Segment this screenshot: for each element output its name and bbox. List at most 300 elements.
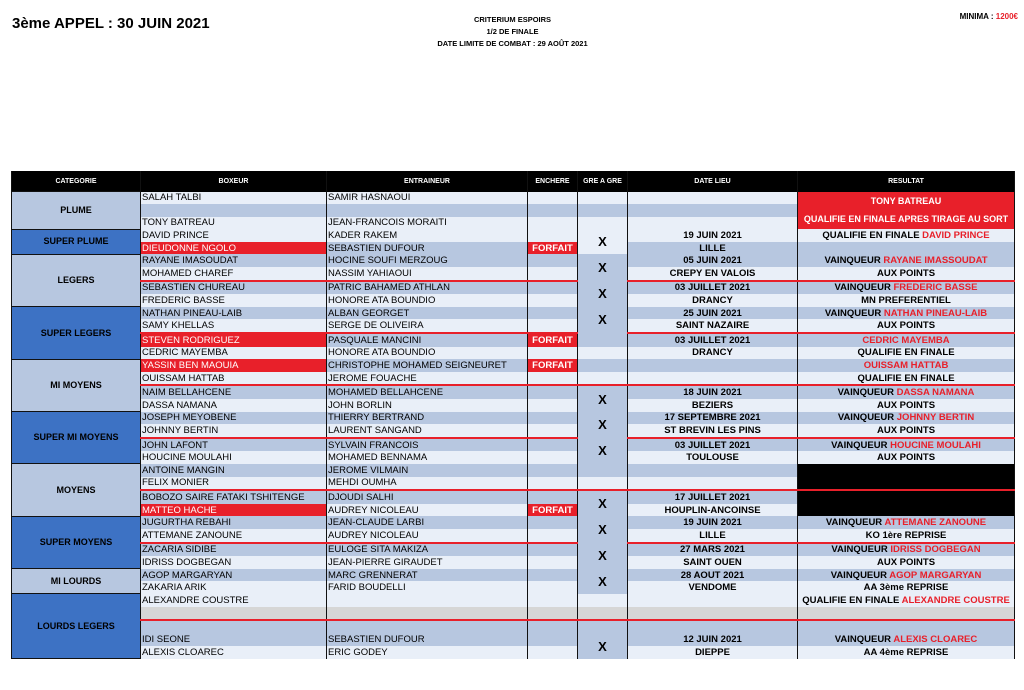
col-date-lieu: DATE LIEU [628,171,798,192]
winner-name: ATTEMANE ZANOUNE [884,517,987,529]
enchere-cell [528,634,578,647]
result-cell [798,556,1015,569]
result-cell [798,581,1015,594]
col-resultat: RESULTAT [798,171,1015,192]
result-cell [798,267,1015,281]
table-row [12,385,1015,399]
result-line: TONY BATREAU [870,196,942,207]
winner-name: HOUCINE MOULAHI [890,439,981,451]
result-cell [798,490,1015,504]
date-lieu-cell: VENDOME [628,581,798,594]
gre-a-gre-cell [578,333,628,347]
boxeur-cell: BOBOZO SAIRE FATAKI TSHITENGE [141,490,327,504]
winner-name: DAVID PRINCE [922,230,990,242]
result-cell [798,359,1015,372]
boxeur-cell: MATTEO HACHE [141,504,327,517]
entraineur-cell: JEAN-CLAUDE LARBI [327,516,528,529]
entraineur-cell: CHRISTOPHE MOHAMED SEIGNEURET [327,359,528,372]
entraineur-cell: HONORE ATA BOUNDIO [327,347,528,360]
result-cell [798,319,1015,333]
enchere-cell [528,192,578,205]
category-cell: LOURDS LEGERS [12,594,141,659]
result-text: AA 4ème REPRISE [863,647,949,659]
table-header [12,171,1015,192]
result-text: VAINQUEUR [825,517,885,529]
boxeur-cell: STEVEN RODRIGUEZ [141,333,327,347]
date-lieu-cell [628,359,798,372]
gre-a-gre-cell: X [578,438,628,464]
boxeur-cell [141,607,327,621]
date-lieu-cell: SAINT OUEN [628,556,798,569]
enchere-cell [528,594,578,607]
enchere-cell [528,516,578,529]
enchere-cell [528,529,578,543]
date-lieu-cell: DRANCY [628,347,798,360]
entraineur-cell: KADER RAKEM [327,229,528,242]
category-cell: SUPER LEGERS [12,307,141,359]
date-lieu-cell [628,594,798,607]
enchere-cell [528,607,578,621]
table-row [12,543,1015,557]
boxeur-cell: AGOP MARGARYAN [141,569,327,582]
table-row [12,254,1015,267]
date-lieu-cell: 27 MARS 2021 [628,543,798,557]
date-lieu-cell [628,192,798,205]
result-cell [798,620,1015,634]
gre-a-gre-cell: X [578,385,628,411]
enchere-cell [528,569,578,582]
winner-name: ALEXANDRE COUSTRE [901,594,1010,606]
entraineur-cell: ALBAN GEORGET [327,307,528,320]
gre-a-gre-cell: X [578,516,628,542]
table-row [12,319,1015,333]
result-cell [798,464,1015,477]
date-lieu-cell: 18 JUIN 2021 [628,385,798,399]
result-text: VAINQUEUR [831,439,891,451]
gre-a-gre-cell [578,607,628,621]
table-row [12,504,1015,517]
result-text: QUALIFIE EN FINALE [857,347,955,359]
entraineur-cell [327,204,528,217]
table-row [12,646,1015,659]
date-lieu-cell: 19 JUIN 2021 [628,229,798,242]
gre-a-gre-cell: X [578,281,628,307]
result-text: QUALIFIE EN FINALE [802,594,902,606]
gre-a-gre-cell: X [578,412,628,438]
table-row [12,424,1015,438]
boxeur-cell: SEBASTIEN CHUREAU [141,281,327,295]
entraineur-cell: MEHDI OUMHA [327,477,528,491]
minima-value: 1200€ [995,12,1018,21]
table-row [12,281,1015,295]
enchere-cell: FORFAIT [528,242,578,255]
table-row [12,294,1015,307]
enchere-cell [528,620,578,634]
result-text: VAINQUEUR [834,634,894,646]
result-text: VAINQUEUR [824,255,884,267]
winner-name: JOHNNY BERTIN [896,412,975,424]
gre-a-gre-cell: X [578,490,628,516]
minima [960,12,1018,21]
result-text: AUX POINTS [876,556,936,568]
result-cell [798,399,1015,412]
boxeur-cell: JOHN LAFONT [141,438,327,452]
boxeur-cell: ZACARIA SIDIBE [141,543,327,557]
date-lieu-cell: DIEPPE [628,646,798,659]
enchere-cell [528,307,578,320]
entraineur-cell: HONORE ATA BOUNDIO [327,294,528,307]
date-lieu-cell: SAINT NAZAIRE [628,319,798,333]
col-enchere: ENCHERE [528,171,578,192]
table-row [12,242,1015,255]
date-lieu-cell [628,204,798,217]
result-text: AUX POINTS [876,452,936,464]
gre-a-gre-cell: X [578,307,628,333]
boxeur-cell: HOUCINE MOULAHI [141,451,327,464]
boxeur-cell: SAMY KHELLAS [141,319,327,333]
date-lieu-cell: ST BREVIN LES PINS [628,424,798,438]
enchere-cell [528,229,578,242]
winner-name: OUISSAM HATTAB [863,360,949,372]
date-lieu-cell: 03 JUILLET 2021 [628,438,798,452]
result-text: KO 1ère REPRISE [865,529,947,541]
table-row [12,372,1015,386]
date-lieu-cell: 28 AOUT 2021 [628,569,798,582]
competition-name: CRITERIUM ESPOIRS [473,15,552,24]
entraineur-cell: PASQUALE MANCINI [327,333,528,347]
boxeur-cell: DASSA NAMANA [141,399,327,412]
result-text: QUALIFIE EN FINALE [822,230,923,242]
result-cell [798,438,1015,452]
category-cell: MOYENS [12,464,141,516]
table-row [12,607,1015,621]
date-lieu-cell [628,464,798,477]
result-cell [798,607,1015,621]
entraineur-cell: SEBASTIEN DUFOUR [327,242,528,255]
competition-round: 1/2 DE FINALE [486,27,539,36]
entraineur-cell [327,607,528,621]
enchere-cell [528,267,578,281]
category-cell: SUPER PLUME [12,229,141,254]
entraineur-cell: PATRIC BAHAMED ATHLAN [327,281,528,295]
date-lieu-cell [628,607,798,621]
entraineur-cell: MOHAMED BENNAMA [327,451,528,464]
category-cell: MI MOYENS [12,359,141,411]
entraineur-cell: DJOUDI SALHI [327,490,528,504]
gre-a-gre-cell [578,620,628,634]
minima-label: MINIMA : [959,12,994,21]
table-row [12,192,1015,205]
table-row [12,594,1015,607]
date-lieu-cell: 19 JUIN 2021 [628,516,798,529]
table-row [12,556,1015,569]
enchere-cell [528,254,578,267]
enchere-cell [528,281,578,295]
enchere-cell [528,412,578,425]
result-cell [798,294,1015,307]
result-cell [798,516,1015,529]
winner-name: FREDERIC BASSE [893,282,978,294]
boxeur-cell [141,620,327,634]
table-row [12,620,1015,634]
gre-a-gre-cell [578,204,628,217]
boxeur-cell: JOSEPH MEYOBENE [141,412,327,425]
gre-a-gre-cell [578,464,628,477]
enchere-cell [528,399,578,412]
gre-a-gre-cell [578,359,628,372]
result-cell [798,543,1015,557]
enchere-cell [528,646,578,659]
table-row [12,359,1015,372]
entraineur-cell: JEROME FOUACHE [327,372,528,386]
table-row [12,569,1015,582]
winner-name: DASSA NAMANA [896,387,975,399]
date-lieu-cell: 03 JUILLET 2021 [628,333,798,347]
date-lieu-cell: BEZIERS [628,399,798,412]
table-row [12,634,1015,647]
enchere-cell [528,385,578,399]
result-text: MN PREFERENTIEL [861,295,951,307]
gre-a-gre-cell: X [578,229,628,254]
table-row [12,516,1015,529]
gre-a-gre-cell: X [578,254,628,280]
date-lieu-cell: LILLE [628,242,798,255]
plume-result-cell [798,192,1015,230]
date-lieu-cell: CREPY EN VALOIS [628,267,798,281]
date-lieu-cell: 25 JUIN 2021 [628,307,798,320]
boxeur-cell: SALAH TALBI [141,192,327,205]
enchere-cell [528,477,578,491]
gre-a-gre-cell [578,594,628,607]
enchere-cell [528,347,578,360]
gre-a-gre-cell [578,372,628,386]
result-cell [798,347,1015,360]
result-cell [798,372,1015,386]
result-text: AUX POINTS [876,399,936,411]
result-cell [798,229,1015,242]
table-row [12,229,1015,242]
result-cell [798,646,1015,659]
boxeur-cell: IDRISS DOGBEGAN [141,556,327,569]
result-text: AUX POINTS [876,267,936,279]
enchere-cell [528,319,578,333]
result-text: VAINQUEUR [824,307,884,319]
boxeur-cell: RAYANE IMASOUDAT [141,254,327,267]
winner-name: AGOP MARGARYAN [889,569,982,581]
result-cell [798,504,1015,517]
enchere-cell: FORFAIT [528,504,578,517]
col-entraineur: ENTRAINEUR [327,171,528,192]
entraineur-cell: AUDREY NICOLEAU [327,529,528,543]
result-cell [798,594,1015,607]
entraineur-cell: JEAN-FRANCOIS MORAITI [327,217,528,230]
winner-name: CEDRIC MAYEMBA [862,334,950,346]
enchere-cell [528,543,578,557]
enchere-cell [528,464,578,477]
category-cell: LEGERS [12,254,141,306]
result-cell [798,333,1015,347]
result-cell [798,307,1015,320]
table-row [12,333,1015,347]
gre-a-gre-cell: X [578,543,628,569]
boxeur-cell: OUISSAM HATTAB [141,372,327,386]
gre-a-gre-cell [578,477,628,491]
date-lieu-cell: 12 JUIN 2021 [628,634,798,647]
enchere-cell [528,204,578,217]
entraineur-cell: FARID BOUDELLI [327,581,528,594]
entraineur-cell: NASSIM YAHIAOUI [327,267,528,281]
enchere-cell [528,490,578,504]
boxeur-cell: ALEXANDRE COUSTRE [141,594,327,607]
date-lieu-cell [628,477,798,491]
boxeur-cell: DIEUDONNE NGOLO [141,242,327,255]
result-text: AUX POINTS [876,424,936,436]
entraineur-cell: JEROME VILMAIN [327,464,528,477]
entraineur-cell: JOHN BORLIN [327,399,528,412]
entraineur-cell: MARC GRENNERAT [327,569,528,582]
date-lieu-cell: 03 JUILLET 2021 [628,281,798,295]
gre-a-gre-cell [578,217,628,230]
boxeur-cell: FELIX MONIER [141,477,327,491]
winner-name: IDRISS DOGBEGAN [890,544,981,556]
entraineur-cell: SYLVAIN FRANCOIS [327,438,528,452]
boxeur-cell [141,204,327,217]
boxeur-cell: ALEXIS CLOAREC [141,646,327,659]
gre-a-gre-cell: X [578,634,628,659]
date-lieu-cell: 05 JUIN 2021 [628,254,798,267]
col-boxeur: BOXEUR [141,171,327,192]
result-text: VAINQUEUR [837,387,897,399]
table-row [12,490,1015,504]
winner-name: RAYANE IMASSOUDAT [883,255,988,267]
boxeur-cell: JOHNNY BERTIN [141,424,327,438]
gre-a-gre-cell [578,192,628,205]
category-cell: SUPER MOYENS [12,516,141,568]
deadline: DATE LIMITE DE COMBAT : 29 AOÛT 2021 [437,39,588,48]
table-row [12,438,1015,452]
result-cell [798,412,1015,425]
category-cell: SUPER MI MOYENS [12,412,141,464]
date-lieu-cell: HOUPLIN-ANCOINSE [628,504,798,517]
gre-a-gre-cell: X [578,569,628,594]
boxeur-cell: CEDRIC MAYEMBA [141,347,327,360]
enchere-cell [528,372,578,386]
results-table [11,171,1015,659]
boxeur-cell: ZAKARIA ARIK [141,581,327,594]
result-text: VAINQUEUR [831,544,891,556]
result-cell [798,424,1015,438]
table-row [12,399,1015,412]
enchere-cell: FORFAIT [528,359,578,372]
enchere-cell: FORFAIT [528,333,578,347]
entraineur-cell: SEBASTIEN DUFOUR [327,634,528,647]
col-categorie: CATEGORIE [12,171,141,192]
entraineur-cell: SAMIR HASNAOUI [327,192,528,205]
enchere-cell [528,556,578,569]
boxeur-cell: IDI SEONE [141,634,327,647]
enchere-cell [528,581,578,594]
enchere-cell [528,217,578,230]
result-cell [798,634,1015,647]
winner-name: ALEXIS CLOAREC [893,634,978,646]
boxeur-cell: YASSIN BEN MAOUIA [141,359,327,372]
result-cell [798,569,1015,582]
result-cell [798,477,1015,491]
date-lieu-cell: LILLE [628,529,798,543]
result-cell [798,254,1015,267]
boxeur-cell: JUGURTHA REBAHI [141,516,327,529]
result-line: QUALIFIE EN FINALE APRES TIRAGE AU SORT [803,214,1009,225]
result-text: AA 3ème REPRISE [863,582,949,594]
enchere-cell [528,451,578,464]
gre-a-gre-cell [578,347,628,360]
competition-info [380,14,645,50]
result-text: VAINQUEUR [837,412,897,424]
enchere-cell [528,294,578,307]
enchere-cell [528,438,578,452]
table-row [12,412,1015,425]
date-lieu-cell: 17 JUILLET 2021 [628,490,798,504]
table-row [12,267,1015,281]
entraineur-cell: THIERRY BERTRAND [327,412,528,425]
table-row [12,347,1015,360]
entraineur-cell: EULOGE SITA MAKIZA [327,543,528,557]
date-lieu-cell [628,217,798,230]
result-cell [798,529,1015,543]
page-title: 3ème APPEL : 30 JUIN 2021 [12,15,210,32]
result-cell [798,281,1015,295]
enchere-cell [528,424,578,438]
entraineur-cell: MOHAMED BELLAHCENE [327,385,528,399]
entraineur-cell: AUDREY NICOLEAU [327,504,528,517]
col-gre-a-gre: GRE A GRE [578,171,628,192]
date-lieu-cell: TOULOUSE [628,451,798,464]
entraineur-cell: HOCINE SOUFI MERZOUG [327,254,528,267]
table-row [12,477,1015,491]
result-text: AUX POINTS [876,320,936,332]
entraineur-cell [327,594,528,607]
entraineur-cell [327,620,528,634]
category-cell: MI LOURDS [12,569,141,594]
entraineur-cell: JEAN-PIERRE GIRAUDET [327,556,528,569]
result-text: QUALIFIE EN FINALE [857,372,955,384]
boxeur-cell: FREDERIC BASSE [141,294,327,307]
category-cell: PLUME [12,192,141,230]
entraineur-cell: LAURENT SANGAND [327,424,528,438]
table-row [12,464,1015,477]
date-lieu-cell: DRANCY [628,294,798,307]
entraineur-cell: SERGE DE OLIVEIRA [327,319,528,333]
result-cell [798,385,1015,399]
result-text: VAINQUEUR [830,569,890,581]
result-cell [798,242,1015,255]
boxeur-cell: TONY BATREAU [141,217,327,230]
date-lieu-cell [628,372,798,386]
table-row [12,581,1015,594]
date-lieu-cell [628,620,798,634]
date-lieu-cell: 17 SEPTEMBRE 2021 [628,412,798,425]
winner-name: NATHAN PINEAU-LAIB [883,307,988,319]
boxeur-cell: DAVID PRINCE [141,229,327,242]
boxeur-cell: ANTOINE MANGIN [141,464,327,477]
boxeur-cell: NATHAN PINEAU-LAIB [141,307,327,320]
entraineur-cell: ERIC GODEY [327,646,528,659]
table-row [12,529,1015,543]
table-row [12,307,1015,320]
result-cell [798,451,1015,464]
boxeur-cell: NAIM BELLAHCENE [141,385,327,399]
boxeur-cell: ATTEMANE ZANOUNE [141,529,327,543]
